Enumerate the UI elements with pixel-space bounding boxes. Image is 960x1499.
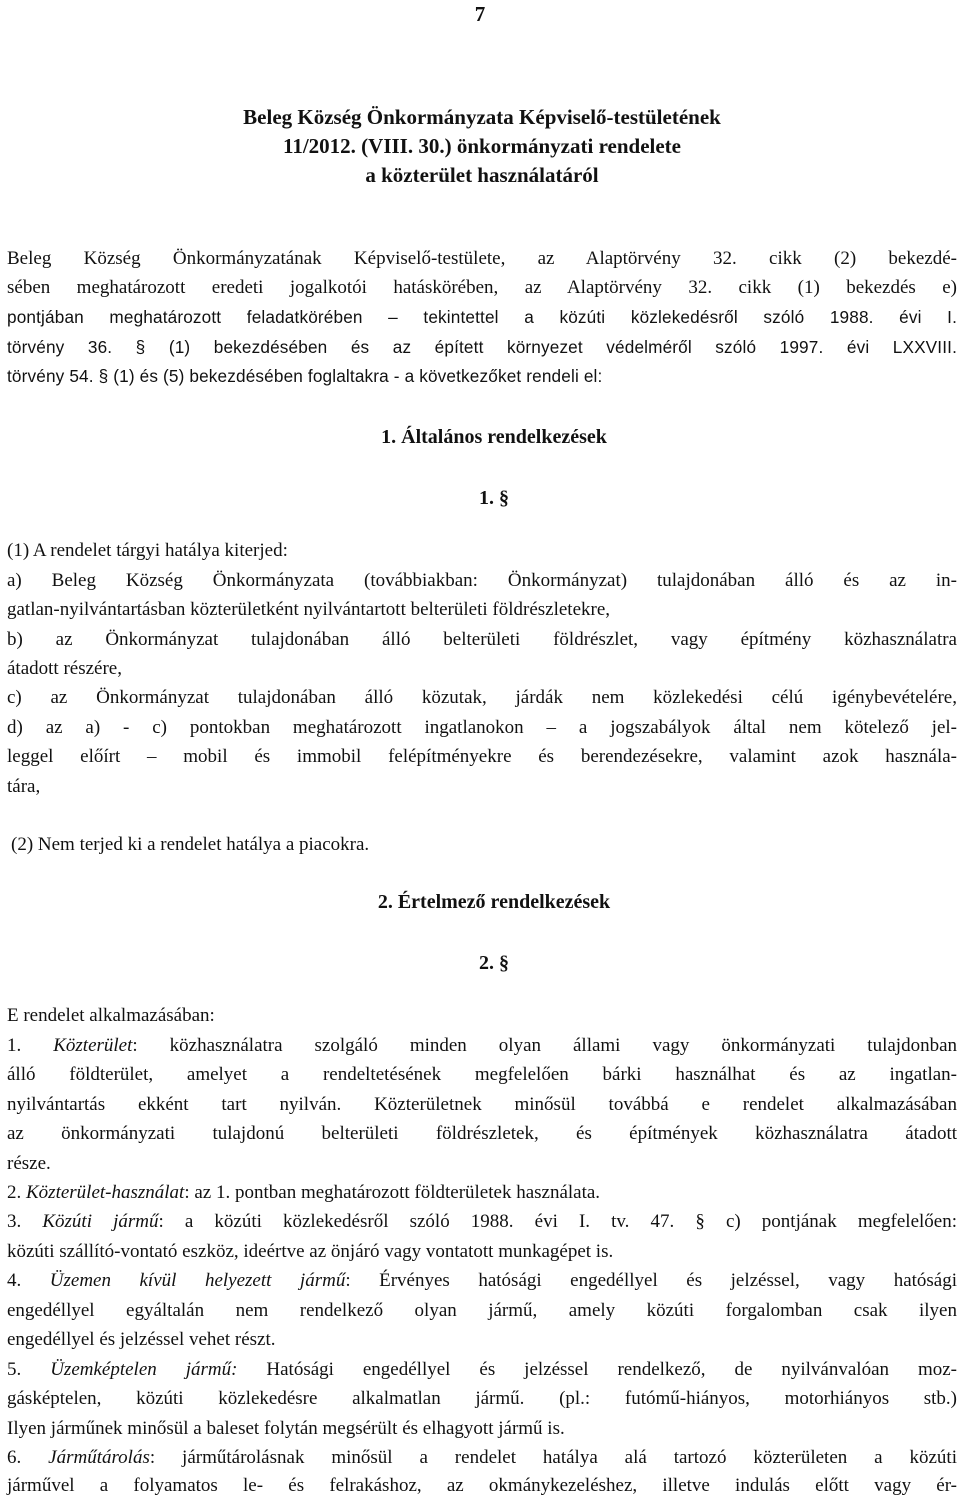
definition-line: Ilyen járműnek minősül a baleset folytán megsérült és elhagyott jármű is. — [7, 1418, 565, 1439]
definition-line: közúti szállító-vontató eszköz, ideértve az önjáró vagy vontatott munkagépet is. — [7, 1241, 614, 1262]
title-line-1: Beleg Község Önkormányzata Képviselő-testületének — [243, 105, 721, 129]
paragraph-line: tára, — [7, 776, 41, 797]
paragraph-line: b) az Önkormányzat tulajdonában álló belterületi földrészlet, vagy építmény közhasználatra — [7, 629, 957, 650]
paragraph-line: a) Beleg Község Önkormányzata (továbbiakban: Önkormányzat) tulajdonában álló és az in- — [7, 570, 957, 591]
definition-term: Közúti jármű — [42, 1211, 159, 1232]
definition-term: Üzemen kívül helyezett jármű — [49, 1270, 346, 1291]
definition-line: engedéllyel és jelzéssel vehet részt. — [7, 1329, 276, 1350]
paragraph-line: c) az Önkormányzat tulajdonában álló közutak, járdák nem közlekedési célú igénybevételére, — [7, 687, 957, 708]
title-line-3: a közterület használatáról — [365, 163, 599, 187]
definition-line: álló földterület, amelyet a rendeltetésének megfelelően bárki használhat és az ingatlan- — [7, 1064, 957, 1085]
page-number: 7 — [474, 2, 486, 26]
definition-line: engedéllyel egyáltalán nem rendelkező olyan jármű, amely közúti forgalomban csak ilyen — [7, 1300, 957, 1321]
paragraph-line: (2) Nem terjed ki a rendelet hatálya a piacokra. — [11, 834, 370, 855]
definition-line: része. — [7, 1153, 51, 1174]
definition-term: Üzemképtelen jármű: — [50, 1359, 238, 1380]
definition-term: Közterület-használat — [26, 1182, 185, 1203]
definition-line: nyilvántartás ekként tart nyilván. Közterületnek minősül továbbá e rendelet alkalmazásában — [7, 1094, 957, 1115]
definition-line: 1. Közterület: közhasználatra szolgáló minden olyan állami vagy önkormányzati tulajdonban — [7, 1035, 957, 1056]
definition-line: gásképtelen, közúti közlekedésre alkalmatlan jármű. (pl.: futómű-hiányos, motorhiányos stb.) — [7, 1388, 957, 1409]
chapter-heading: 1. Általános rendelkezések — [381, 426, 607, 448]
definition-line: 5. Üzemképtelen jármű: Hatósági engedéllyel és jelzéssel rendelkező, de nyilvánvalóan moz- — [7, 1359, 958, 1380]
paragraph-line: leggel előírt – mobil és immobil felépítményekre és berendezésekre, valamint azok használa- — [7, 746, 957, 767]
definition-line: járművel a folyamatos le- és felrakáshoz, az okmánykezeléshez, illetve indulás előtt vagy ér- — [7, 1475, 957, 1496]
definition-line: 4. Üzemen kívül helyezett jármű: Érvényes hatósági engedéllyel és jelzéssel, vagy hatósági — [7, 1270, 958, 1291]
paragraph-line: (1) A rendelet tárgyi hatálya kiterjed: — [7, 540, 288, 561]
document-title — [0, 103, 960, 190]
preamble-line: Beleg Község Önkormányzatának Képviselő-testülete, az Alaptörvény 32. cikk (2) bekezdé- — [7, 248, 957, 269]
section-number: 2. § — [479, 952, 509, 974]
preamble-line: törvény 54. § (1) és (5) bekezdésében foglaltakra - a következőket rendeli el: — [7, 366, 603, 386]
preamble-line: sében meghatározott eredeti jogalkotói hatáskörében, az Alaptörvény 32. cikk (1) bekezdés e) — [7, 277, 957, 298]
definition-line: 2. Közterület-használat: az 1. pontban meghatározott földterületek használata. — [7, 1182, 601, 1203]
definition-term: Közterület — [53, 1035, 133, 1056]
definition-line: 6. Járműtárolás: járműtárolásnak minősül a rendelet hatálya alá tartozó közterületen a közúti — [7, 1447, 957, 1468]
paragraph-line: E rendelet alkalmazásában: — [7, 1005, 215, 1026]
paragraph-line: átadott részére, — [7, 658, 122, 679]
paragraph-line: gatlan-nyilvántartásban közterületként nyilvántartott belterületi földrészletekre, — [7, 599, 611, 620]
preamble-line: törvény 36. § (1) bekezdésében és az épített környezet védelméről szóló 1997. évi LXXVIII. — [7, 337, 957, 357]
definition-term: Járműtárolás — [48, 1447, 150, 1468]
definition-line: 3. Közúti jármű: a közúti közlekedésről szóló 1988. évi I. tv. 47. § c) pontjának megfelelően: — [7, 1211, 958, 1232]
title-line-2: 11/2012. (VIII. 30.) önkormányzati rendelete — [282, 134, 681, 158]
definition-line: az önkormányzati tulajdonú belterületi földrészletek, és építmények közhasználatra átadott — [7, 1123, 957, 1144]
section-number: 1. § — [479, 487, 509, 509]
preamble-line: pontjában meghatározott feladatkörében – tekintettel a közúti közlekedésről szóló 1988. évi I. — [7, 307, 957, 327]
chapter-heading: 2. Értelmező rendelkezések — [377, 891, 611, 913]
paragraph-line: d) az a) - c) pontokban meghatározott ingatlanokon – a jogszabályok által nem kötelező jel- — [7, 717, 957, 738]
